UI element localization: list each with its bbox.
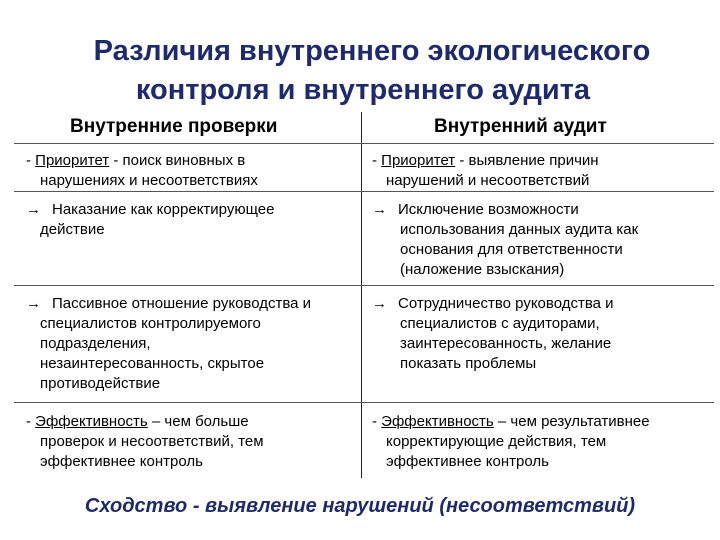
cell-text-line: эффективнее контроль: [386, 453, 549, 470]
column-divider: [361, 112, 362, 478]
cell-text-line: специалистов контролируемого: [40, 315, 261, 332]
cell-text-line: эффективнее контроль: [40, 453, 203, 470]
cell-text-line: нарушениях и несоответствиях: [40, 172, 258, 189]
arrow-icon: →: [26, 201, 41, 218]
cell-text-line: использования данных аудита как: [400, 221, 639, 238]
cell-text-line: показать проблемы: [400, 355, 537, 372]
column-header-internal-audit: Внутренний аудит: [434, 116, 607, 137]
arrow-icon: →: [372, 201, 387, 218]
cell-text: Сотрудничество руководства и: [398, 295, 614, 312]
row-4-left-cell: [26, 412, 264, 472]
page-title: [0, 32, 720, 110]
cell-text-line: действие: [40, 221, 105, 238]
keyword-efficiency: Эффективность: [35, 413, 148, 430]
row-divider: [14, 285, 714, 286]
row-1-left-cell: [26, 151, 258, 191]
dash-marker: -: [372, 413, 377, 430]
cell-text-line: противодействие: [40, 375, 161, 392]
row-divider: [14, 143, 714, 144]
row-2-right-cell: [372, 200, 638, 280]
cell-text: Исключение возможности: [398, 201, 579, 218]
row-4-right-cell: [372, 412, 650, 472]
cell-text-line: проверок и несоответствий, тем: [40, 433, 264, 450]
cell-text: – чем результативнее: [493, 413, 650, 430]
row-3-left-cell: [26, 294, 311, 394]
cell-text: - выявление причин: [455, 152, 599, 169]
keyword-priority: Приоритет: [381, 152, 456, 169]
cell-text-line: корректирующие действия, тем: [386, 433, 607, 450]
arrow-icon: →: [26, 295, 41, 312]
row-3-right-cell: [372, 294, 614, 374]
similarity-footer: Сходство - выявление нарушений (несоответствий): [84, 495, 636, 517]
cell-text: Наказание как корректирующее: [52, 201, 275, 218]
row-2-left-cell: [26, 200, 274, 240]
cell-text-line: нарушений и несоответствий: [386, 172, 590, 189]
dash-marker: -: [26, 152, 31, 169]
row-1-right-cell: [372, 151, 599, 191]
cell-text-line: (наложение взыскания): [400, 261, 565, 278]
cell-text-line: заинтересованность, желание: [400, 335, 612, 352]
dash-marker: -: [26, 413, 31, 430]
row-divider: [14, 191, 714, 192]
cell-text: – чем больше: [147, 413, 249, 430]
cell-text-line: подразделения,: [40, 335, 151, 352]
dash-marker: -: [372, 152, 377, 169]
keyword-efficiency: Эффективность: [381, 413, 494, 430]
title-line-2: контроля и внутреннего аудита: [135, 74, 591, 106]
arrow-icon: →: [372, 295, 387, 312]
row-divider: [14, 402, 714, 403]
cell-text: Пассивное отношение руководства и: [52, 295, 312, 312]
cell-text-line: незаинтересованность, скрытое: [40, 355, 265, 372]
cell-text-line: основания для ответственности: [400, 241, 623, 258]
cell-text-line: специалистов с аудиторами,: [400, 315, 600, 332]
cell-text: - поиск виновных в: [109, 152, 246, 169]
keyword-priority: Приоритет: [35, 152, 110, 169]
column-header-internal-checks: Внутренние проверки: [70, 116, 278, 137]
title-line-1: Различия внутреннего экологического: [93, 35, 651, 67]
